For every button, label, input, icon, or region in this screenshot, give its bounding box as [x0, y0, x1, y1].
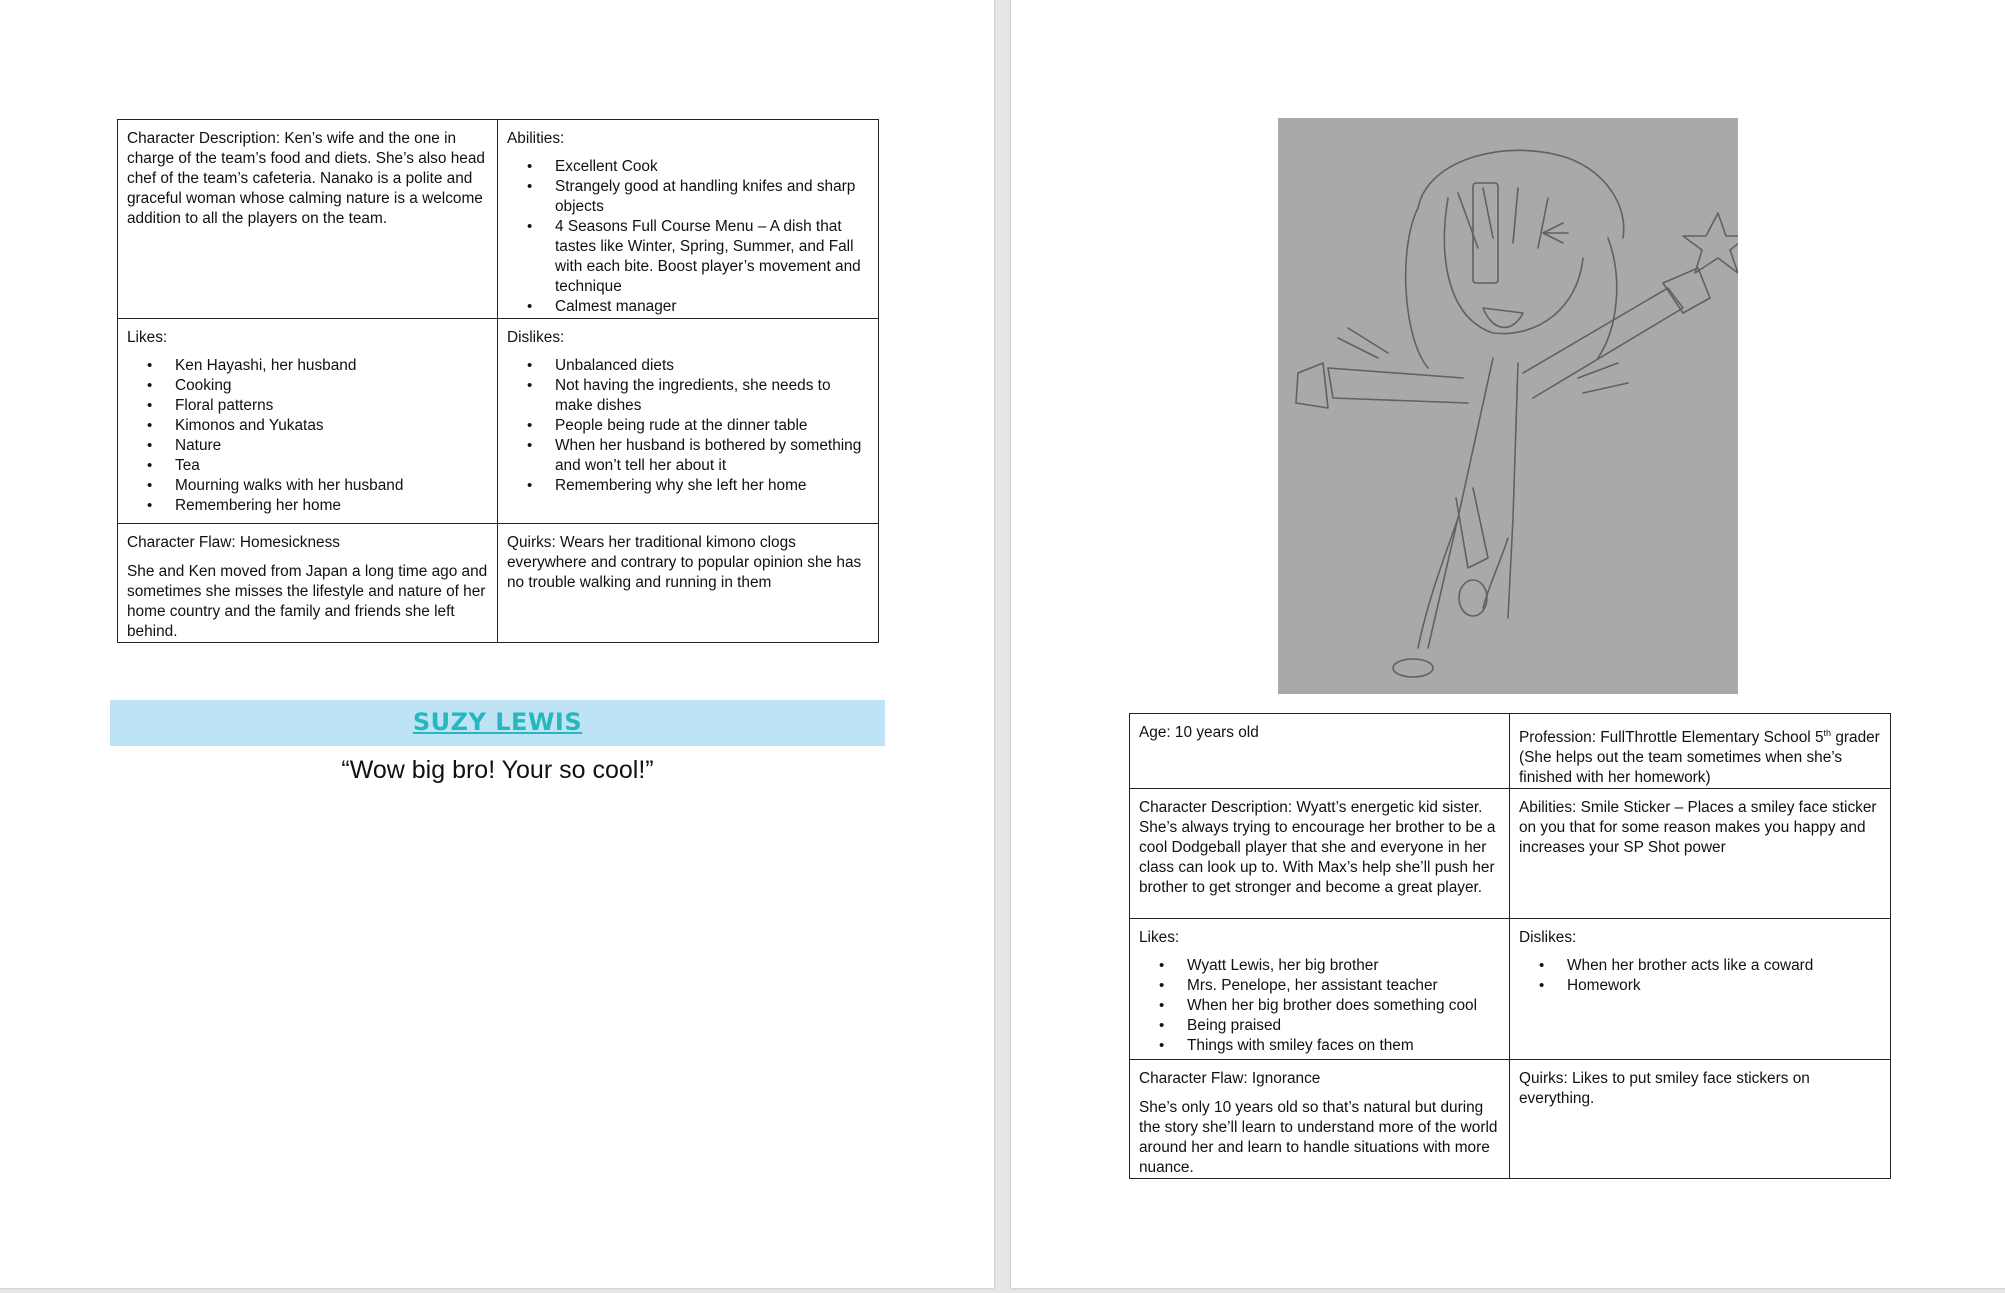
list-item: • Tea: [175, 456, 488, 476]
list-item: • Being praised: [1187, 1016, 1500, 1036]
suzy-profession-cell: [1510, 714, 1891, 789]
suzy-flaw-label: Character Flaw: Ignorance: [1139, 1070, 1321, 1088]
nanako-flaw-label: Character Flaw: Homesickness: [127, 534, 340, 551]
list-item: • Wyatt Lewis, her big brother: [1187, 956, 1500, 976]
nanako-flaw-text: She and Ken moved from Japan a long time ago and sometimes she misses the lifestyle and nature of her home country and the family and friends she left behind.: [127, 563, 488, 640]
suzy-likes-label: Likes:: [1139, 929, 1180, 947]
nanako-flaw-cell: [118, 524, 498, 643]
suzy-quirks: Quirks: Likes to put smiley face stickers on everything.: [1519, 1070, 1810, 1108]
list-item: • Kimonos and Yukatas: [175, 416, 488, 436]
suzy-name-heading: SUZY LEWIS: [412, 708, 583, 736]
list-item: • Mourning walks with her husband: [175, 476, 488, 496]
suzy-description-cell: [1130, 789, 1510, 919]
list-item: • Excellent Cook: [555, 157, 869, 177]
suzy-age-cell: [1130, 714, 1510, 789]
nanako-dislikes-list: [507, 356, 869, 496]
nanako-quirks-cell: [498, 524, 879, 643]
nanako-likes-label: Likes:: [127, 329, 168, 346]
suzy-name-banner: [110, 700, 885, 746]
suzy-dislikes-label: Dislikes:: [1519, 929, 1577, 947]
list-item: • Calmest manager: [555, 297, 869, 317]
list-item: • Not having the ingredients, she needs to make dishes: [555, 376, 869, 416]
suzy-quirks-cell: [1510, 1060, 1891, 1179]
suzy-sketch-image: [1278, 118, 1738, 694]
list-item: • When her big brother does something cool: [1187, 996, 1500, 1016]
suzy-flaw-text: She’s only 10 years old so that’s natural but during the story she’ll learn to understand more of the world around her and learn to handle situations with more nuance.: [1139, 1099, 1498, 1177]
nanako-dislikes-cell: [498, 319, 879, 524]
nanako-abilities-label: Abilities:: [507, 130, 565, 147]
suzy-profession-text-2: grader (She helps out the team sometimes when she’s finished with her homework): [1519, 729, 1880, 787]
nanako-description-cell: [118, 120, 498, 319]
suzy-likes-list: [1139, 956, 1500, 1056]
nanako-description: Character Description: Ken’s wife and the one in charge of the team’s food and diets. She’s also head chef of the team’s cafeteria. Nanako is a polite and graceful woman whose calming nature is a welcome addition to all the players on the team.: [127, 130, 485, 227]
nanako-character-table: [117, 119, 879, 643]
nanako-likes-list: [127, 356, 488, 516]
suzy-profession: [1519, 723, 1881, 788]
suzy-abilities-cell: [1510, 789, 1891, 919]
list-item: • Unbalanced diets: [555, 356, 869, 376]
nanako-likes-cell: [118, 319, 498, 524]
nanako-abilities-list: [507, 157, 869, 317]
list-item: • People being rude at the dinner table: [555, 416, 869, 436]
suzy-dislikes-list: [1519, 956, 1881, 996]
list-item: • Remembering why she left her home: [555, 476, 869, 496]
list-item: • Nature: [175, 436, 488, 456]
suzy-description: Character Description: Wyatt’s energetic kid sister. She’s always trying to encourage her brother to be a cool Dodgeball player that she and everyone in her class can look up to. With Max’s help she’ll push her brother to get stronger and become a great player.: [1139, 799, 1496, 897]
suzy-age: Age: 10 years old: [1139, 724, 1259, 741]
character-sketch-drawing: [1278, 118, 1738, 694]
nanako-quirks: Quirks: Wears her traditional kimono clogs everywhere and contrary to popular opinion she has no trouble walking and running in them: [507, 534, 862, 591]
suzy-flaw-cell: [1130, 1060, 1510, 1179]
suzy-profession-text: Profession: FullThrottle Elementary School 5: [1519, 729, 1824, 747]
list-item: • Homework: [1567, 976, 1881, 996]
suzy-profession-superscript: th: [1823, 728, 1832, 738]
list-item: • Ken Hayashi, her husband: [175, 356, 488, 376]
suzy-character-table: [1129, 713, 1891, 1179]
suzy-quote: “Wow big bro! Your so cool!”: [341, 756, 654, 784]
list-item: • Remembering her home: [175, 496, 488, 516]
list-item: • Cooking: [175, 376, 488, 396]
nanako-dislikes-label: Dislikes:: [507, 329, 565, 346]
list-item: • Things with smiley faces on them: [1187, 1036, 1500, 1056]
list-item: • Floral patterns: [175, 396, 488, 416]
list-item: • Strangely good at handling knifes and sharp objects: [555, 177, 869, 217]
list-item: • When her husband is bothered by something and won’t tell her about it: [555, 436, 869, 476]
suzy-dislikes-cell: [1510, 919, 1891, 1060]
suzy-abilities: Abilities: Smile Sticker – Places a smiley face sticker on you that for some reason makes you happy and increases your SP Shot power: [1519, 799, 1877, 857]
list-item: • When her brother acts like a coward: [1567, 956, 1881, 976]
nanako-abilities-cell: [498, 120, 879, 319]
list-item: • Mrs. Penelope, her assistant teacher: [1187, 976, 1500, 996]
list-item: • 4 Seasons Full Course Menu – A dish that tastes like Winter, Spring, Summer, and Fall with each bite. Boost player’s movement and technique: [555, 217, 869, 297]
suzy-likes-cell: [1130, 919, 1510, 1060]
